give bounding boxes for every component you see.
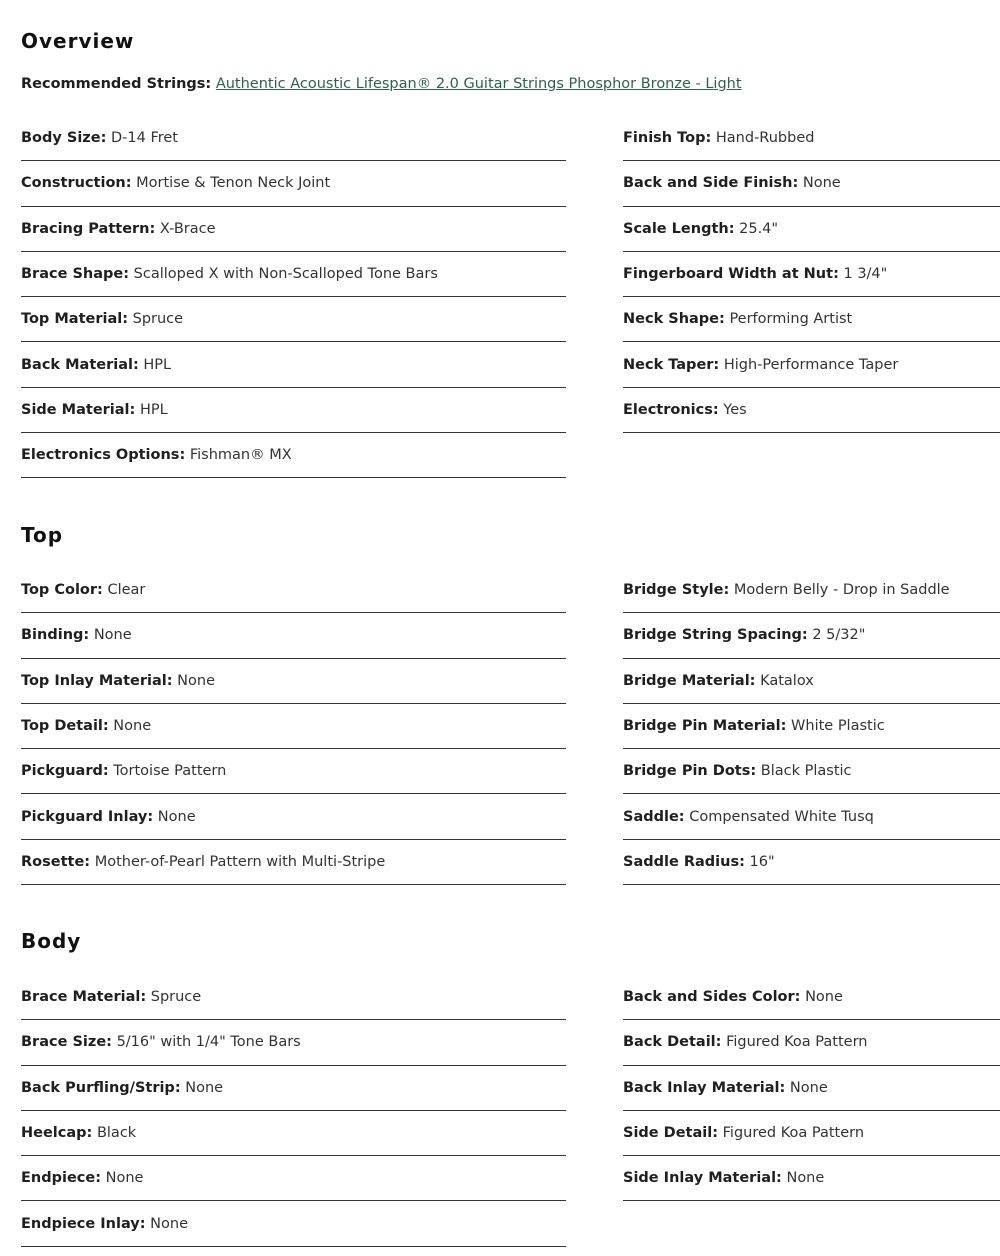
spec-row [21,297,566,342]
spec-row [623,749,1000,794]
spec-value: Hand-Rubbed [715,130,815,147]
spec-value: 16" [749,853,775,870]
spec-label: Top Inlay Material: [21,672,173,689]
spec-label: Saddle Radius: [623,853,745,870]
spec-label: Scale Length: [623,220,735,237]
spec-value: Spruce [150,989,202,1006]
spec-row [21,433,566,478]
spec-row [623,1020,1000,1065]
spec-label: Back Purfling/Strip: [21,1079,181,1096]
spec-value: Figured Koa Pattern [722,1125,865,1142]
spec-row [21,1020,566,1065]
spec-row [21,252,566,297]
spec-row [623,116,1000,161]
spec-value: 25.4" [739,220,779,237]
top-specs-left [21,568,566,885]
spec-label: Binding: [21,627,90,644]
spec-row [623,1156,1000,1201]
spec-row [623,161,1000,206]
spec-label: Side Material: [21,401,136,418]
spec-label: Brace Shape: [21,266,130,283]
spec-label: Construction: [21,175,132,192]
spec-value: Tortoise Pattern [113,763,227,780]
spec-row [21,116,566,161]
spec-value: Performing Artist [729,311,853,328]
spec-row [623,1111,1000,1156]
spec-value: None [802,175,841,192]
spec-label: Bridge Pin Material: [623,718,787,735]
spec-row [623,568,1000,613]
spec-value: HPL [143,356,172,373]
body-specs-left [21,975,566,1247]
spec-label: Brace Size: [21,1034,112,1051]
spec-row [21,1156,566,1201]
spec-value: None [113,718,152,735]
spec-row [21,1201,566,1246]
spec-row [21,704,566,749]
spec-label: Side Detail: [623,1125,719,1142]
spec-value: Yes [723,401,747,418]
spec-value: X-Brace [159,220,216,237]
spec-label: Rosette: [21,853,91,870]
spec-row [21,613,566,658]
top-specs-right [623,568,1000,885]
spec-value: Mother-of-Pearl Pattern with Multi-Stripe [94,853,386,870]
spec-label: Saddle: [623,808,685,825]
spec-row [21,794,566,839]
spec-value: Katalox [760,672,814,689]
spec-value: Mortise & Tenon Neck Joint [136,175,331,192]
spec-value: Compensated White Tusq [689,808,874,825]
spec-value: Figured Koa Pattern [726,1034,868,1051]
body-specs-right [623,975,1000,1201]
section-title-overview: Overview [21,29,135,53]
spec-value: Scalloped X with Non-Scalloped Tone Bars [133,266,438,283]
spec-row [21,840,566,885]
spec-row [623,388,1000,433]
spec-label: Finish Top: [623,130,712,147]
spec-value: None [150,1215,188,1232]
spec-label: Neck Shape: [623,311,725,328]
spec-value: Black Plastic [760,763,852,780]
spec-value: Clear [107,582,146,599]
spec-row [21,568,566,613]
recommended-strings-link[interactable]: Authentic Acoustic Lifespan® 2.0 Guitar Strings Phosphor Bronze - Light [215,76,742,92]
spec-row [623,297,1000,342]
spec-row [623,704,1000,749]
spec-row [21,749,566,794]
spec-label: Bridge Material: [623,672,756,689]
spec-label: Pickguard: [21,763,109,780]
spec-label: Top Material: [21,311,129,328]
spec-row [21,1066,566,1111]
spec-value: Spruce [132,311,184,328]
recommended-strings [21,76,742,92]
overview-specs-right [623,116,1000,433]
section-title-body: Body [21,929,82,953]
spec-row [21,342,566,387]
spec-value: 2 5/32" [812,627,866,644]
spec-value: Black [96,1125,137,1142]
spec-value: None [177,672,215,689]
spec-row [21,207,566,252]
spec-row [21,659,566,704]
spec-row [21,388,566,433]
spec-label: Bracing Pattern: [21,220,156,237]
spec-row [623,840,1000,885]
spec-label: Bridge Style: [623,582,730,599]
spec-row [623,975,1000,1020]
spec-value: None [157,808,196,825]
spec-row [623,207,1000,252]
spec-label: Bridge String Spacing: [623,627,808,644]
spec-value: None [185,1079,224,1096]
spec-value: 1 3/4" [843,266,888,283]
spec-label: Neck Taper: [623,356,720,373]
spec-row [623,613,1000,658]
spec-label: Fingerboard Width at Nut: [623,266,839,283]
spec-label: Top Color: [21,582,103,599]
overview-specs-left [21,116,566,478]
spec-label: Body Size: [21,130,107,147]
spec-label: Heelcap: [21,1125,93,1142]
spec-label: Brace Material: [21,989,147,1006]
spec-value: D-14 Fret [111,130,178,147]
spec-label: Back and Sides Color: [623,989,801,1006]
spec-value: None [805,989,843,1006]
spec-row [21,1111,566,1156]
spec-label: Side Inlay Material: [623,1170,782,1187]
spec-value: Modern Belly - Drop in Saddle [733,582,950,599]
spec-row [623,1066,1000,1111]
spec-label: Bridge Pin Dots: [623,763,757,780]
spec-value: None [789,1079,828,1096]
spec-value: None [786,1170,825,1187]
spec-row [21,975,566,1020]
spec-label: Pickguard Inlay: [21,808,154,825]
recommended-strings-label: Recommended Strings: [21,76,212,92]
spec-label: Back Material: [21,356,139,373]
spec-label: Endpiece Inlay: [21,1215,146,1232]
spec-value: High-Performance Taper [723,356,899,373]
spec-value: 5/16" with 1/4" Tone Bars [116,1034,301,1051]
spec-row [21,161,566,206]
section-title-top: Top [21,523,64,547]
spec-value: HPL [139,401,168,418]
spec-row [623,794,1000,839]
spec-label: Electronics Options: [21,447,186,464]
spec-label: Back Inlay Material: [623,1079,786,1096]
spec-label: Electronics: [623,401,719,418]
spec-value: None [105,1170,144,1187]
spec-label: Back and Side Finish: [623,175,799,192]
spec-row [623,342,1000,387]
spec-row [623,659,1000,704]
spec-value: White Plastic [791,718,885,735]
spec-value: Fishman® MX [189,447,292,464]
spec-label: Top Detail: [21,718,109,735]
spec-value: None [93,627,132,644]
spec-label: Back Detail: [623,1034,722,1051]
spec-label: Endpiece: [21,1170,102,1187]
spec-row [623,252,1000,297]
